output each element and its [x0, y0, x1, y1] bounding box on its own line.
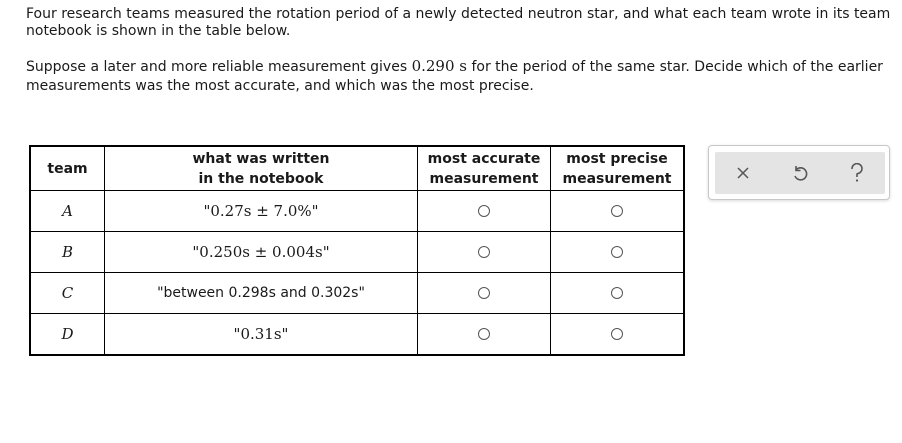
- header-written-line2: in the notebook: [198, 170, 324, 187]
- accurate-cell: [418, 232, 551, 273]
- undo-icon: [791, 164, 809, 182]
- team-label: B: [30, 232, 105, 273]
- team-label: C: [30, 273, 105, 314]
- reference-value: 0.290 s: [411, 57, 467, 75]
- accurate-radio-a[interactable]: [478, 205, 490, 217]
- help-icon: [849, 163, 865, 183]
- question-text: [26, 57, 898, 96]
- close-icon: [736, 166, 750, 180]
- undo-button[interactable]: [780, 155, 820, 191]
- accurate-radio-d[interactable]: [478, 328, 490, 340]
- header-precise: [551, 146, 685, 191]
- precise-radio-d[interactable]: [611, 328, 623, 340]
- notebook-value: "0.27s ± 7.0%": [105, 191, 418, 232]
- table-row: [30, 314, 684, 356]
- table-row: [30, 191, 684, 232]
- clear-button[interactable]: [723, 155, 763, 191]
- help-button[interactable]: [837, 155, 877, 191]
- header-accurate-line1: most accurate: [427, 150, 541, 167]
- precise-cell: [551, 314, 685, 356]
- team-label: D: [30, 314, 105, 356]
- table-header-row: [30, 146, 684, 191]
- precise-cell: [551, 273, 685, 314]
- precise-radio-a[interactable]: [611, 205, 623, 217]
- accurate-cell: [418, 273, 551, 314]
- question-before: Suppose a later and more reliable measurement gives: [26, 59, 412, 75]
- header-precise-line1: most precise: [566, 150, 668, 167]
- answer-toolbar: [708, 145, 890, 200]
- precise-radio-c[interactable]: [611, 287, 623, 299]
- notebook-value: "0.250s ± 0.004s": [105, 232, 418, 273]
- header-written-line1: what was written: [192, 150, 330, 167]
- precise-cell: [551, 191, 685, 232]
- notebook-value: "0.31s": [105, 314, 418, 356]
- header-precise-line2: measurement: [562, 170, 672, 187]
- header-accurate-line2: measurement: [429, 170, 539, 187]
- precise-cell: [551, 232, 685, 273]
- accurate-cell: [418, 191, 551, 232]
- accurate-cell: [418, 314, 551, 356]
- question-after: for the period of the same star. Decide which of the earlier measurements was the most accurate, and which was the most precise.: [26, 59, 883, 94]
- answer-toolbar-buttons: [715, 152, 885, 194]
- header-accurate: [418, 146, 551, 191]
- intro-text: Four research teams measured the rotation period of a newly detected neutron star, and what each team wrote in its team notebook is shown in the table below.: [26, 6, 891, 39]
- header-team: team: [30, 146, 105, 191]
- table-row: [30, 232, 684, 273]
- notebook-value: "between 0.298s and 0.302s": [105, 273, 418, 314]
- accurate-radio-c[interactable]: [478, 287, 490, 299]
- measurements-table: [29, 145, 685, 356]
- table-row: [30, 273, 684, 314]
- header-written: [105, 146, 418, 191]
- team-label: A: [30, 191, 105, 232]
- accurate-radio-b[interactable]: [478, 246, 490, 258]
- precise-radio-b[interactable]: [611, 246, 623, 258]
